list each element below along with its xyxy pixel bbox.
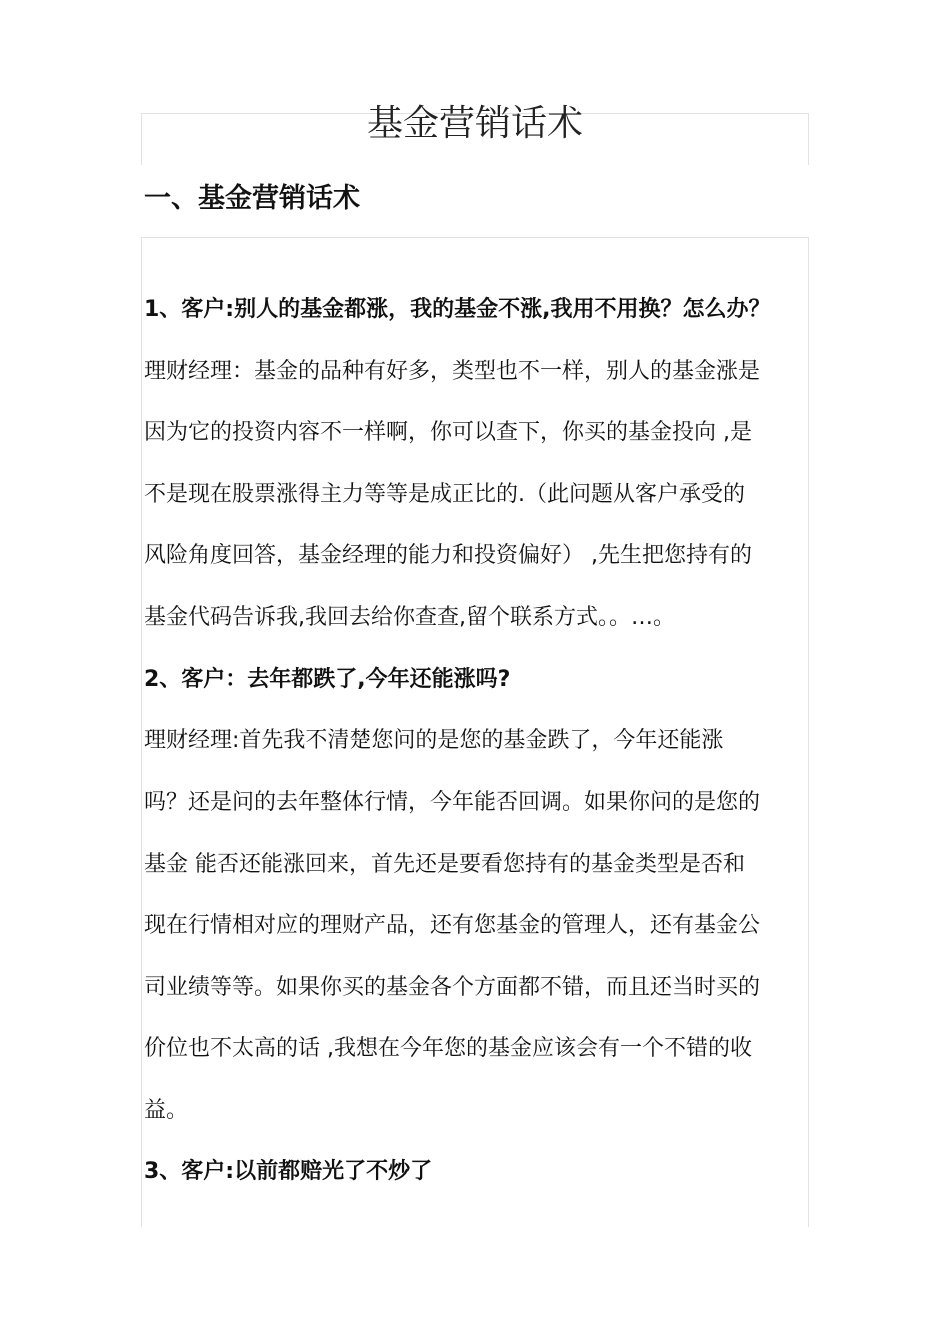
answer-1-line-5: 基金代码告诉我,我回去给你查查,留个联系方式。。…。	[144, 605, 675, 630]
answer-2-line-2: 吗？还是问的去年整体行情，今年能否回调。如果你问的是您的	[144, 790, 761, 815]
answer-2-line-7: 益。	[144, 1098, 189, 1123]
question-1: 1、客户:别人的基金都涨，我的基金不涨,我用不用换？怎么办？	[144, 297, 771, 322]
question-2: 2、客户：去年都跌了,今年还能涨吗?	[144, 667, 511, 692]
answer-2-line-6: 价位也不太高的话 ,我想在今年您的基金应该会有一个不错的收	[144, 1036, 752, 1061]
answer-2-line-5: 司业绩等等。如果你买的基金各个方面都不错，而且还当时买的	[144, 975, 761, 1000]
document-title: 基金营销话术	[366, 103, 583, 144]
answer-2-line-1: 理财经理:首先我不清楚您问的是您的基金跌了，今年还能涨	[144, 728, 724, 753]
answer-2-line-4: 现在行情相对应的理财产品，还有您基金的管理人，还有基金公	[144, 913, 761, 938]
answer-1-line-2: 因为它的投资内容不一样啊，你可以查下，你买的基金投向 ,是	[144, 420, 752, 445]
answer-1-line-4: 风险角度回答，基金经理的能力和投资偏好） ,先生把您持有的	[144, 543, 752, 568]
question-3: 3、客户:以前都赔光了不炒了	[144, 1159, 433, 1184]
section-heading: 一、基金营销话术	[144, 183, 360, 214]
answer-2-line-3: 基金 能否还能涨回来，首先还是要看您持有的基金类型是否和	[144, 852, 745, 877]
answer-1-line-1: 理财经理：基金的品种有好多，类型也不一样，别人的基金涨是	[144, 359, 761, 384]
answer-1-line-3: 不是现在股票涨得主力等等是成正比的.（此问题从客户承受的	[144, 482, 745, 507]
